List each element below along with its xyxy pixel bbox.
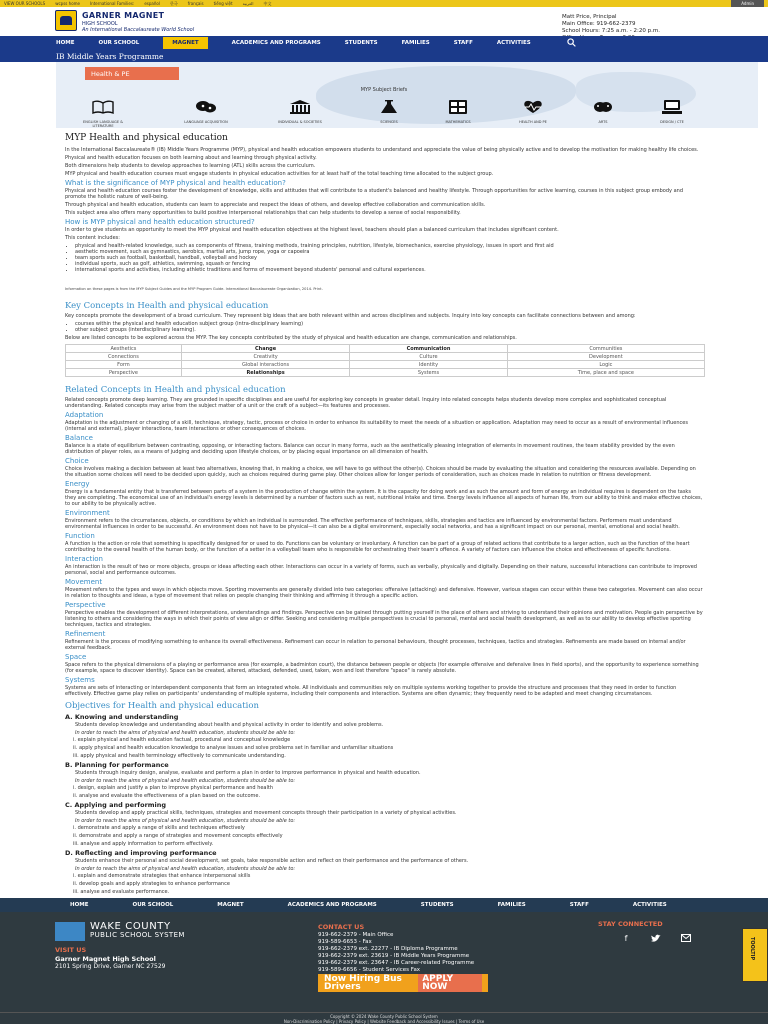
table-cell: Change [181, 345, 349, 353]
nav-magnet[interactable]: MAGNET [163, 37, 207, 49]
objective-item: iii. apply physical and health terminology effectively to communicate understanding. [73, 753, 286, 759]
flask-icon [378, 100, 400, 114]
building-icon [289, 100, 311, 114]
table-cell: Identity [350, 361, 507, 369]
table-cell: Form [66, 361, 182, 369]
footer-nav-magnet[interactable]: MAGNET [217, 902, 244, 908]
concept-text: Choice involves making a decision between at least two alternatives, knowing that, in making a choice, we will have to go without the other(s). Choices should be made by evaluating the situation and considering the resources available. Depending on the situation some choices will need to be decided upon quickly, such as choices required during game play. Other choices allow for longer periods of consideration, such as choices made in relation to nutrition or fitness development. [65, 466, 696, 478]
table-row [66, 345, 705, 353]
concept-heading: Choice [65, 457, 89, 465]
concept-text: A function is the action or role that something is specifically designed for or used to do. Functions can be voluntary or involuntary. A function can be part of a group of related actions that contribute to a larger action, such as the function of the heart contributing to the overall health of the human body, or the function of a setter in a volleyball team who is responsible for orchestrating their team's offence. A variety of factors can influence the choice and effectiveness of specific functions. [65, 541, 690, 553]
subject-tag: Health & PE [85, 67, 179, 80]
wcpss-logo[interactable] [55, 922, 85, 941]
heartbeat-icon [522, 100, 544, 114]
calculator-icon [447, 100, 469, 114]
table-cell: Aesthetics [66, 345, 182, 353]
nav-families[interactable]: FAMILIES [401, 40, 430, 46]
concept-text: Perspective enables the development of different interpretations, understandings and findings. Perspective can be gained through putting yourself in the place of others and striving to understand their opinions and motivation. People gain perspective by listening to others and considering the ways in which their points of view align or differ. Seeking and considering multiple perspectives is crucial to personal, mental and social health development, as well as to our ability to develop effective sporting techniques, tactics and strategies. [65, 610, 703, 628]
table-cell: Communities [507, 345, 704, 353]
email-icon[interactable] [680, 934, 692, 944]
table-cell: Culture [350, 353, 507, 361]
objective-item: ii. apply physical and health education knowledge to analyse issues and solve problems set in familiar and unfamiliar situations [73, 745, 394, 751]
lang-es[interactable]: español [144, 1, 160, 6]
table-cell: Time, place and space [507, 369, 704, 377]
concept-heading: Interaction [65, 555, 103, 563]
subject-briefs-title: MYP Subject Briefs [360, 87, 408, 93]
lang-ko[interactable]: 한국 [169, 0, 178, 6]
lang-zh[interactable]: 中文 [263, 0, 272, 6]
list-item: • team sports such as football, basketball, handball, volleyball and hockey [75, 255, 703, 261]
concept-heading: Balance [65, 434, 93, 442]
lang-vi[interactable]: tiếng việt [213, 1, 233, 6]
concept-text: Environment refers to the circumstances, objects, or conditions by which an individual is surrounded. The effective performance of techniques, skills, strategies and tactics are influenced by environmental factors. Performers must understand environmental influences in order to be successful. An environment does not have to be physical—it can also be a digital environment, especially social networks, and has a significant impact on our personal, mental, emotional and social health. [65, 518, 680, 530]
footer-nav-home[interactable]: HOME [70, 902, 89, 908]
trojan-helmet-icon [60, 16, 72, 25]
table-row [66, 369, 705, 377]
intro-paragraph: In the International Baccalaureate® (IB) Middle Years Programme (MYP), physical and health education empowers students to understand and appreciate the value of being physically active and to develop the motivation for making healthy life choices. [65, 147, 699, 153]
table-row [66, 361, 705, 369]
objective-note: In order to reach the aims of physical and health education, students should be able to: [75, 818, 296, 824]
stay-connected-heading: STAY CONNECTED [598, 920, 663, 928]
contact-line[interactable]: 919-662-2379 ext. 23619 - IB Middle Years Programme [318, 953, 470, 959]
concept-text: Movement refers to the types and ways in which objects move. Sporting movements are generally divided into two categories: offensive (attacking) and defensive. However, various stages can occur within these two categories. Movement can also occur in relation to thoughts and ideas, a type of movement that relies on people changing their thinking and affirming it through a specific action. [65, 587, 703, 599]
table-cell: Logic [507, 361, 704, 369]
footer-nav-staff[interactable]: STAFF [569, 902, 589, 908]
principal: Matt Price, Principal [562, 14, 617, 20]
nav-home[interactable]: HOME [56, 40, 75, 46]
school-hours: School Hours: 7:25 a.m. - 2:20 p.m. [562, 28, 660, 34]
page-title: MYP Health and physical education [65, 133, 228, 143]
objective-heading: B. Planning for performance [65, 761, 169, 769]
objective-desc: Students through inquiry design, analyse, evaluate and perform a plan in order to improve performance in physical and health education. [75, 770, 421, 776]
paragraph: Key concepts promote the development of a broad curriculum. They represent big ideas that are both relevant within and across disciplines and subjects. Inquiry into key concepts can facilitate connections between and among: [65, 313, 636, 319]
objective-item: iii. analyse and evaluate performance. [73, 889, 170, 895]
concept-text: Space refers to the physical dimensions of a playing or performance area (for example, a badminton court), the distance between people or objects (for example offensive and defensive lines in field sports), and the opportunity to experience something (for example, space to discover identity). Space can be created, altered, attacked, defended, used, taken, won and lost therefore "space" is rarely absolute. [65, 662, 699, 674]
contact-line[interactable]: 919-589-6653 - Fax [318, 939, 372, 945]
paragraph: Related concepts promote deep learning. They are grounded in specific disciplines and are useful for exploring key concepts in greater detail. Inquiry into related concepts helps students develop more complex and sophisticated conceptual understanding. Related concepts may arise from the subject matter of a unit or the craft of a subject—its features and processes. [65, 397, 667, 409]
lang-fr[interactable]: français [187, 1, 204, 6]
section-heading: Key Concepts in Health and physical education [65, 301, 269, 311]
concept-text: Adaptation is the adjustment or changing of a skill, technique, strategy, tactic, process or choice in order to enhance its suitability to meet the needs of a situation or application. Adaptation may need to occur as a result of environmental influences (internal and external), player interactions, team interactions or other consequences of choices. [65, 420, 688, 432]
speech-bubbles-icon [195, 100, 217, 114]
objective-heading: D. Reflecting and improving performance [65, 849, 217, 857]
apply-now-button[interactable]: APPLY NOW [418, 974, 482, 992]
subject-mathematics[interactable]: MATHEMATICS [428, 99, 488, 124]
subject-health-pe[interactable]: HEALTH AND PE [503, 99, 563, 124]
table-row [66, 353, 705, 361]
open-book-icon [92, 100, 114, 114]
subject-individuals[interactable]: INDIVIDUAL & SOCIETIES [270, 99, 330, 124]
banner-title: IB Middle Years Programme [0, 50, 768, 62]
subject-design[interactable]: DESIGN / CTE [642, 99, 702, 124]
concept-heading: Systems [65, 676, 95, 684]
twitter-icon[interactable] [650, 934, 662, 944]
nav-activities[interactable]: ACTIVITIES [496, 40, 531, 46]
paragraph: This subject area also offers many opportunities to build positive interpersonal relationships that can help students to develop a sense of social responsibility. [65, 210, 461, 216]
contact-us-heading: CONTACT US [318, 923, 365, 931]
concept-heading: Adaptation [65, 411, 104, 419]
objective-item: i. demonstrate and apply a range of skills and techniques effectively [73, 825, 245, 831]
concept-heading: Perspective [65, 601, 106, 609]
key-concepts-table [65, 344, 705, 377]
footer [0, 912, 768, 1012]
table-cell: Relationships [181, 369, 349, 377]
intl-families-label: International Families: [90, 1, 135, 6]
copyright-bar [0, 1012, 768, 1024]
main-content [65, 133, 703, 897]
table-cell: Development [507, 353, 704, 361]
feedback-tab-label: TOOLTIP [749, 937, 755, 961]
paragraph: In order to give students an opportunity to meet the MYP physical and health education objectives at the highest level, teachers should plan a balanced curriculum that includes significant content. [65, 227, 559, 233]
subject-english[interactable]: ENGLISH LANGUAGE & LITERATURE [73, 99, 133, 128]
list-item: • other subject groups (interdisciplinary learning). [75, 327, 703, 333]
table-cell: Perspective [66, 369, 182, 377]
facebook-icon[interactable]: f [624, 934, 628, 943]
concept-heading: Movement [65, 578, 103, 586]
policy-links[interactable]: Non-Discrimination Policy | Privacy Policy | Website Feedback and Accessibility Issues | Terms of Use [283, 1019, 485, 1024]
main-office: Main Office: 919-662-2379 [562, 21, 636, 27]
feedback-tab[interactable] [742, 928, 768, 982]
objective-item: i. explain and demonstrate strategies that enhance interpersonal skills [73, 873, 251, 879]
footer-nav-activities[interactable]: ACTIVITIES [632, 902, 667, 908]
concept-heading: Energy [65, 480, 90, 488]
section-heading: Objectives for Health and physical education [65, 701, 259, 711]
contact-line[interactable]: 919-589-6656 - Student Services Fax [318, 967, 421, 973]
hiring-banner[interactable] [318, 974, 488, 992]
hiring-text: Now Hiring Bus Drivers [324, 974, 402, 992]
view-schools-link[interactable]: VIEW OUR SCHOOLS [4, 1, 46, 6]
objective-item: ii. develop goals and apply strategies to enhance performance [73, 881, 230, 887]
nav-academics[interactable]: ACADEMICS AND PROGRAMS [231, 40, 321, 46]
school-logo[interactable] [55, 10, 77, 31]
table-cell: Global interactions [181, 361, 349, 369]
table-cell: Connections [66, 353, 182, 361]
footer-school-name: Garner Magnet High School [55, 955, 156, 963]
copyright-text: Copyright © 2024 Wake County Public School System [330, 1014, 438, 1019]
objective-note: In order to reach the aims of physical and health education, students should be able to: [75, 730, 296, 736]
theater-masks-icon [592, 100, 614, 114]
list-item: • physical and health-related knowledge, such as components of fitness, training methods, training principles, nutrition, lifestyle, biomechanics, exercise physiology, issues in sport and first aid [75, 243, 703, 249]
table-cell: Creativity [181, 353, 349, 361]
concept-heading: Space [65, 653, 87, 661]
source-note: Information on these pages is from the MYP Subject Guides and the MYP Program Guide. International Baccalaureate Organization, 2014. Print. [65, 287, 323, 291]
visit-us-heading: VISIT US [55, 946, 87, 954]
subject-language[interactable]: LANGUAGE ACQUISITION [176, 99, 236, 124]
admin-button[interactable]: Admin [731, 0, 764, 7]
objective-desc: Students develop knowledge and understanding about health and physical activity in order to identify and solve problems. [75, 722, 384, 728]
concept-text: Balance is a state of equilibrium between contrasting, opposing, or interacting factors. Balance can occur in many forms, such as the aesthetically pleasing integration of elements in movement routines, the team stability provided by the even distribution of player roles, as a means of judging and deciding upon lifestyle choices, or by placing equal importance on all dimension of health. [65, 443, 675, 455]
objective-item: i. explain physical and health education factual, procedural and conceptual knowledge [73, 737, 291, 743]
list-item: • courses within the physical and health education subject group (intra-disciplinary learning) [75, 321, 703, 327]
district-name: WAKE COUNTY [90, 921, 171, 932]
intro-paragraph: MYP physical and health education courses must engage students in physical education activities for at least half of the total teaching time allocated to the subject group. [65, 171, 494, 177]
footer-address: 2101 Spring Drive, Garner NC 27529 [55, 963, 166, 970]
school-subtitle: HIGH SCHOOL [82, 21, 118, 27]
objective-desc: Students develop and apply practical skills, techniques, strategies and movement concepts through their participation in a variety of physical activities. [75, 810, 457, 816]
objective-desc: Students enhance their personal and social development, set goals, take responsible action and reflect on their performance and the performance of others. [75, 858, 469, 864]
objective-item: i. design, explain and justify a plan to improve physical performance and health [73, 785, 274, 791]
objective-note: In order to reach the aims of physical and health education, students should be able to: [75, 866, 296, 872]
wcpss-home-link[interactable]: wcpss home [55, 1, 80, 6]
list-item: • individual sports, such as golf, athletics, swimming, squash or fencing [75, 261, 703, 267]
footer-nav-academics[interactable]: ACADEMICS AND PROGRAMS [287, 902, 377, 908]
content-list [75, 321, 703, 333]
table-cell: Communication [350, 345, 507, 353]
concept-text: Systems are sets of interacting or interdependent components that form an integrated whole. All individuals and communities rely on multiple systems working together to provide the structure and processes that they need in order to function effectively. Effective game play relies on participants' understanding of multiple systems, including their components and interaction. Systems are often dynamic; they frequently need to be adapted and meet changing circumstances. [65, 685, 677, 697]
nav-staff[interactable]: STAFF [453, 40, 473, 46]
lang-ar[interactable]: العربية [242, 1, 254, 6]
section-heading: How is MYP physical and health education structured? [65, 218, 255, 226]
concept-heading: Refinement [65, 630, 106, 638]
school-name[interactable]: GARNER MAGNET [82, 11, 165, 20]
content-list [75, 243, 703, 273]
objective-heading: C. Applying and performing [65, 801, 167, 809]
district-subtitle: PUBLIC SCHOOL SYSTEM [90, 931, 185, 939]
nav-our-school[interactable]: OUR SCHOOL [98, 40, 140, 46]
paragraph: Physical and health education courses foster the development of knowledge, skills and attitudes that will contribute to a student's balanced and healthy lifestyle. Through opportunities for active learning, courses in this subject group embody and promote the holistic nature of well-being. [65, 188, 683, 200]
school-tagline: An International Baccalaureate World School [82, 27, 195, 33]
concept-heading: Environment [65, 509, 110, 517]
concept-text: Refinement is the process of modifying something to enhance its overall effectiveness. Refinement can occur in relation to personal behaviours, thought processes, techniques, tactics and strategies. Refinements are made based on internal and/or external feedback. [65, 639, 686, 651]
header [0, 7, 768, 36]
main-nav [0, 36, 768, 50]
footer-nav-families[interactable]: FAMILIES [497, 902, 526, 908]
concept-text: Energy is a fundamental entity that is transferred between parts of a system in the production of change within the system. It is the capacity for doing work and as such the amount and form of energy an individual requires is dependent on the tasks they are completing. The economical use of an individual's energy levels is determined by a number of factors such as rest, nutritional intake and time. Energy levels influence all aspects of human life, from our ability to think and make effective choices, to our ability to be physically active. [65, 489, 703, 507]
utility-bar [0, 0, 768, 7]
list-item: • international sports and activities, including athletic traditions and forms of movement beyond students' personal and cultural experiences. [75, 267, 703, 273]
intro-paragraph: Physical and health education focuses on both learning about and learning through physical activity. [65, 155, 317, 161]
contact-line[interactable]: 919-662-2379 ext. 22277 - IB Diploma Programme [318, 946, 458, 952]
contact-line[interactable]: 919-662-2379 ext. 23647 - IB Career-related Programme [318, 960, 475, 966]
objective-note: In order to reach the aims of physical and health education, students should be able to: [75, 778, 296, 784]
subject-arts[interactable]: ARTS [573, 99, 633, 124]
paragraph: Below are listed concepts to be explored across the MYP. The key concepts contributed by the study of physical and health education are change, communication and relationships. [65, 335, 517, 341]
section-heading: What is the significance of MYP physical and health education? [65, 179, 286, 187]
paragraph: Through physical and health education, students can learn to appreciate and respect the ideas of others, and develop effective collaboration and communication skills. [65, 202, 486, 208]
list-item: • aesthetic movement, such as gymnastics, aerobics, martial arts, jump rope, yoga or capoeira [75, 249, 703, 255]
subject-sciences[interactable]: SCIENCES [359, 99, 419, 124]
search-icon[interactable] [567, 38, 576, 49]
section-heading: Related Concepts in Health and physical education [65, 385, 286, 395]
objective-item: ii. demonstrate and apply a range of strategies and movement concepts effectively [73, 833, 283, 839]
footer-nav-students[interactable]: STUDENTS [420, 902, 454, 908]
footer-nav-our-school[interactable]: OUR SCHOOL [132, 902, 174, 908]
objective-item: iii. analyse and apply information to perform effectively. [73, 841, 214, 847]
objective-item: ii. analyse and evaluate the effectiveness of a plan based on the outcome. [73, 793, 261, 799]
concept-text: An interaction is the result of two or more objects, groups or ideas affecting each other. Interactions can occur in a variety of forms, such as verbally, physically and digitally. Depending on their nature, successful interactions can contribute to improved personal, social and performance outcomes. [65, 564, 697, 576]
objective-heading: A. Knowing and understanding [65, 713, 179, 721]
concept-heading: Function [65, 532, 95, 540]
paragraph: This content includes: [65, 235, 120, 241]
intro-paragraph: Both dimensions help students to develop approaches to learning (ATL) skills across the curriculum. [65, 163, 316, 169]
nav-students[interactable]: STUDENTS [344, 40, 378, 46]
contact-line[interactable]: 919-662-2379 - Main Office [318, 932, 394, 938]
table-cell: Systems [350, 369, 507, 377]
footer-nav [0, 898, 768, 912]
computer-icon [661, 100, 683, 114]
